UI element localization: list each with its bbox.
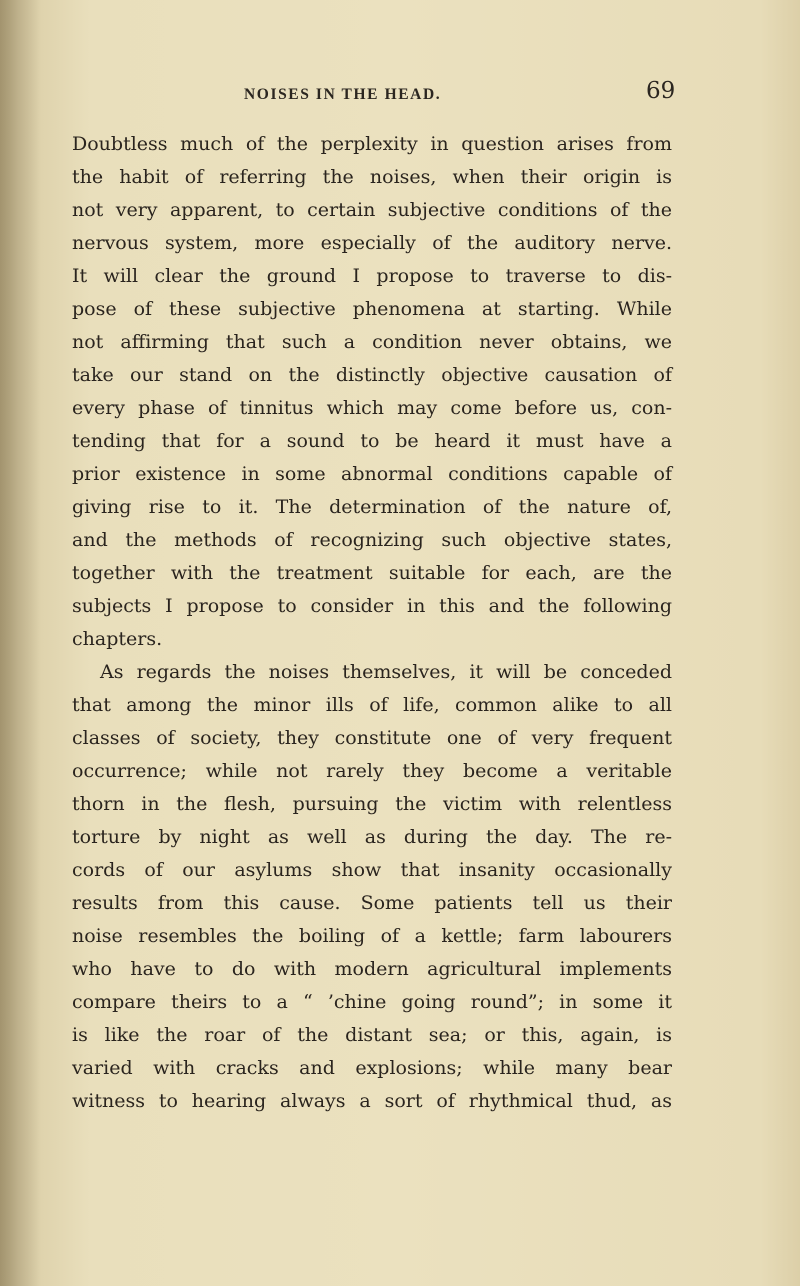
text-line: results from this cause. Some patients tell us their [72,892,672,914]
text-line: classes of society, they constitute one of very frequent [72,727,672,749]
text-line: prior existence in some abnormal conditions capable of [72,463,672,485]
text-line: occurrence; while not rarely they become a veritable [72,760,672,782]
text-line: pose of these subjective phenomena at starting. While [72,298,672,320]
text-line: thorn in the flesh, pursuing the victim with relentless [72,793,672,815]
text-line: and the methods of recognizing such objective states, [72,529,672,551]
text-line: It will clear the ground I propose to traverse to dis- [72,265,672,287]
text-line: nervous system, more especially of the auditory nerve. [72,232,672,254]
text-line: chapters. [72,628,163,650]
text-line: not very apparent, to certain subjective conditions of the [72,199,672,221]
text-line: noise resembles the boiling of a kettle; farm labourers [72,925,672,947]
text-line: As regards the noises themselves, it will be conceded [100,661,672,683]
text-line: take our stand on the distinctly objective causation of [72,364,672,386]
text-line: is like the roar of the distant sea; or this, again, is [72,1024,672,1046]
text-line: subjects I propose to consider in this and the following [72,595,672,617]
text-line: giving rise to it. The determination of the nature of, [72,496,672,518]
running-title: NOISES IN THE HEAD. [244,86,442,103]
text-line: Doubtless much of the perplexity in question arises from [72,133,672,155]
text-line: torture by night as well as during the day. The re- [72,826,672,848]
text-line: tending that for a sound to be heard it must have a [72,430,672,452]
text-line: not affirming that such a condition never obtains, we [72,331,672,353]
page-number: 69 [646,78,676,104]
text-line: the habit of referring the noises, when their origin is [72,166,672,188]
text-line: witness to hearing always a sort of rhythmical thud, as [72,1090,672,1112]
gutter-shadow [0,0,40,1286]
text-line: together with the treatment suitable for each, are the [72,562,672,584]
text-line: who have to do with modern agricultural implements [72,958,672,980]
text-line: that among the minor ills of life, common alike to all [72,694,672,716]
text-line: every phase of tinnitus which may come before us, con- [72,397,672,419]
text-line: cords of our asylums show that insanity occasionally [72,859,672,881]
text-line: varied with cracks and explosions; while many bear [72,1057,672,1079]
body-text [72,128,672,1118]
text-line: compare theirs to a “ ’chine going round”; in some it [72,991,672,1013]
